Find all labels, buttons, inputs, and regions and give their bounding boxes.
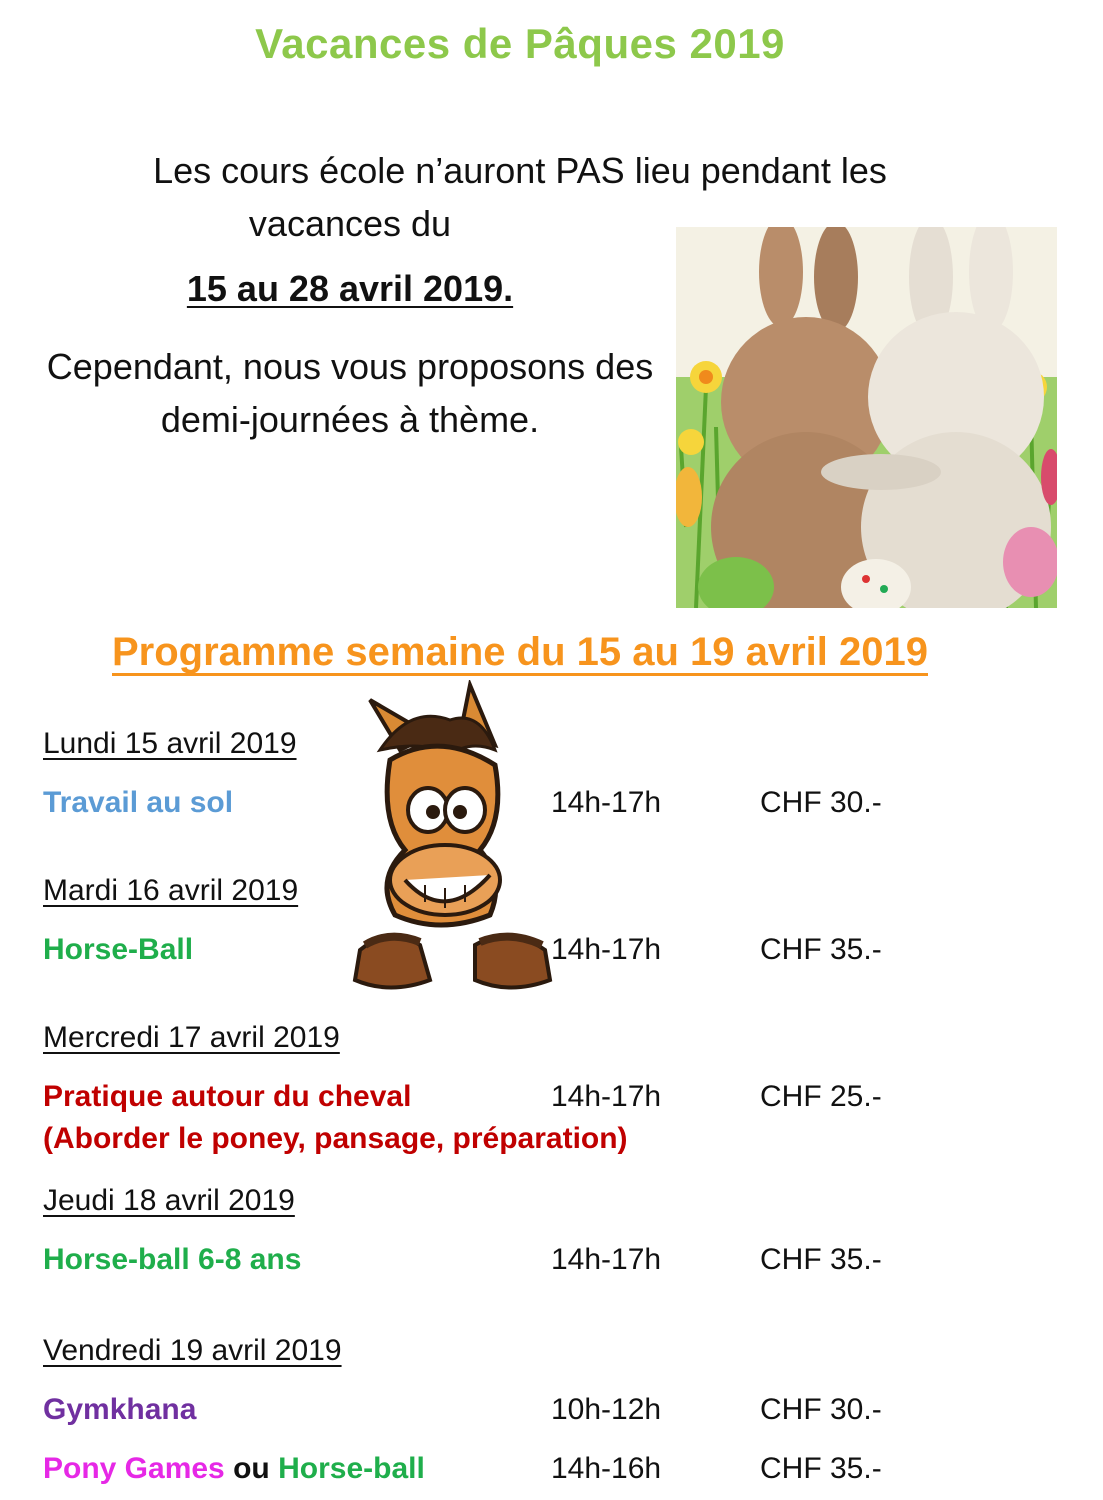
day-friday: Vendredi 19 avril 2019	[43, 1334, 342, 1367]
price-friday-afternoon: CHF 35.-	[760, 1452, 882, 1485]
cartoon-horse-illustration	[330, 680, 570, 1000]
price-wednesday: CHF 25.-	[760, 1080, 882, 1113]
activity-horse-ball-friday: Horse-ball	[278, 1452, 425, 1485]
day-wednesday: Mercredi 17 avril 2019	[43, 1021, 340, 1054]
activity-pratique-detail: (Aborder le poney, pansage, préparation)	[43, 1122, 628, 1155]
vacation-dates: 15 au 28 avril 2019.	[186, 268, 514, 309]
intro-line-1: Les cours école n’auront PAS lieu pendant les	[153, 150, 887, 191]
easter-bunnies-photo	[676, 227, 1057, 608]
intro-line-2: vacances du	[248, 203, 452, 244]
activity-horse-ball: Horse-Ball	[43, 933, 194, 966]
day-monday: Lundi 15 avril 2019	[43, 727, 297, 760]
day-thursday: Jeudi 18 avril 2019	[43, 1184, 295, 1217]
activity-or: ou	[233, 1452, 270, 1485]
intro-line-3: Cependant, nous vous proposons des demi-journées à thème.	[46, 346, 654, 440]
activity-gymkhana: Gymkhana	[43, 1393, 197, 1426]
price-thursday: CHF 35.-	[760, 1243, 882, 1276]
activity-pratique-autour-du-cheval: Pratique autour du cheval	[43, 1080, 412, 1113]
time-wednesday: 14h-17h	[551, 1080, 662, 1113]
day-tuesday: Mardi 16 avril 2019	[43, 874, 299, 907]
programme-heading: Programme semaine du 15 au 19 avril 2019	[112, 630, 928, 674]
time-friday-afternoon: 14h-16h	[551, 1452, 662, 1485]
price-friday-morning: CHF 30.-	[760, 1393, 882, 1426]
time-thursday: 14h-17h	[551, 1243, 662, 1276]
time-friday-morning: 10h-12h	[551, 1393, 662, 1426]
page-title: Vacances de Pâques 2019	[255, 20, 785, 67]
time-tuesday: 14h-17h	[551, 933, 662, 966]
activity-horse-ball-6-8: Horse-ball 6-8 ans	[43, 1243, 302, 1276]
activity-pony-games: Pony Games	[43, 1452, 225, 1485]
price-tuesday: CHF 35.-	[760, 933, 882, 966]
price-monday: CHF 30.-	[760, 786, 882, 819]
activity-pony-games-or-horse-ball	[43, 1452, 425, 1486]
activity-travail-au-sol: Travail au sol	[43, 786, 234, 819]
time-monday: 14h-17h	[551, 786, 662, 819]
